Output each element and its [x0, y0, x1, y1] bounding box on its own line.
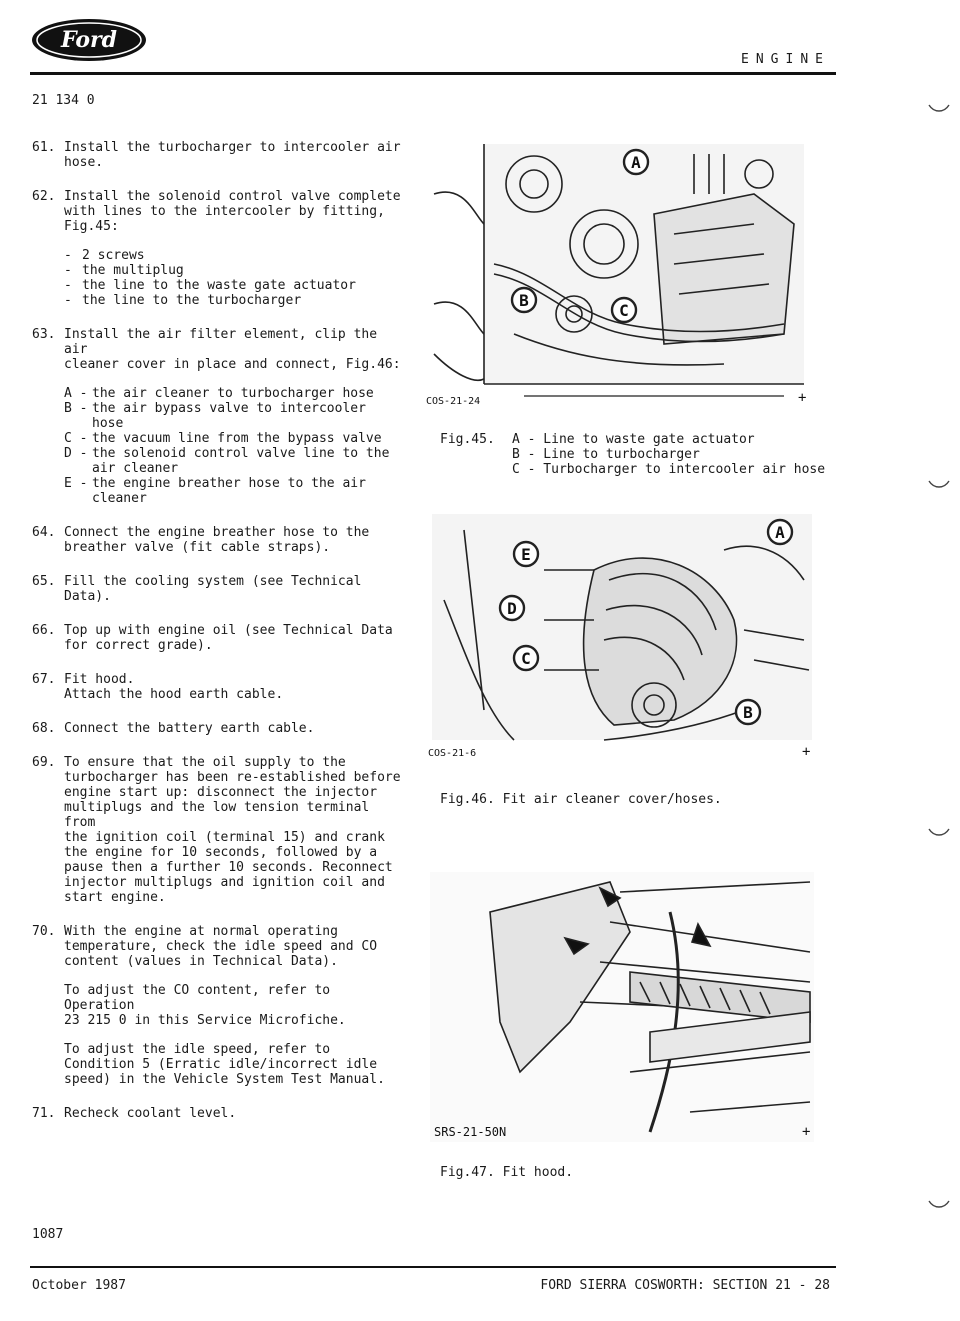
- svg-text:+: +: [802, 744, 811, 760]
- svg-text:B: B: [743, 703, 753, 722]
- svg-text:B: B: [519, 291, 529, 310]
- list-item: - the multiplug: [64, 263, 184, 278]
- step-64: 64. Connect the engine breather hose to the breather valve (fit cable straps).: [32, 525, 370, 555]
- step-63-items: [64, 386, 402, 506]
- footer-title: FORD SIERRA COSWORTH: SECTION 21 - 28: [540, 1278, 830, 1293]
- svg-text:E: E: [521, 545, 531, 564]
- figure-45-caption: Fig.45. A - Line to waste gate actuator B - Line to turbocharger C - Turbocharger to intercooler air hose: [440, 432, 826, 477]
- figure-47-image: [430, 872, 814, 1142]
- logo-text: Ford: [60, 27, 118, 53]
- figure-46-caption: Fig.46. Fit air cleaner cover/hoses.: [440, 792, 722, 807]
- list-item: - 2 screws: [64, 248, 145, 263]
- header-rule: [30, 72, 836, 75]
- svg-text:A: A: [631, 153, 641, 172]
- step-62: 62. Install the solenoid control valve complete with lines to the intercooler by fitting, Fig.45: - 2 screws - the multiplug - the line to the waste gate actuator - the line to the turbocharger: [32, 189, 401, 308]
- step-62-items: [64, 248, 402, 308]
- list-item: C - the vacuum line from the bypass valve: [64, 431, 382, 446]
- list-item: - the line to the waste gate actuator: [64, 278, 356, 293]
- page-number: 1087: [32, 1227, 64, 1242]
- footer-date: October 1987: [32, 1278, 126, 1293]
- step-71: 71. Recheck coolant level.: [32, 1106, 237, 1121]
- svg-text:A: A: [775, 523, 785, 542]
- list-item: A - the air cleaner to turbocharger hose: [64, 386, 374, 401]
- step-66: 66. Top up with engine oil (see Technical Data for correct grade).: [32, 623, 393, 653]
- svg-text:SRS-21-50N: SRS-21-50N: [434, 1125, 507, 1139]
- step-61: 61. Install the turbocharger to intercooler air hose.: [32, 140, 401, 170]
- margin-mark: [928, 104, 950, 114]
- footer-rule: [30, 1266, 836, 1268]
- list-item: D - the solenoid control valve line to the air cleaner: [64, 446, 390, 476]
- caption-item: A - Line to waste gate actuator: [512, 432, 755, 447]
- svg-text:C: C: [521, 649, 531, 668]
- step-68: 68. Connect the battery earth cable.: [32, 721, 315, 736]
- figure-45-image: [424, 134, 812, 406]
- caption-item: C - Turbocharger to intercooler air hose: [512, 462, 826, 477]
- svg-text:+: +: [798, 390, 807, 406]
- ford-logo: [30, 17, 148, 63]
- list-item: E - the engine breather hose to the air cleaner: [64, 476, 366, 506]
- figure-46-image: [424, 510, 820, 772]
- step-65: 65. Fill the cooling system (see Technical Data).: [32, 574, 362, 604]
- margin-mark: [928, 1200, 950, 1210]
- document-number: 21 134 0: [32, 93, 95, 108]
- figure-47-caption: Fig.47. Fit hood.: [440, 1165, 574, 1180]
- svg-text:C: C: [619, 301, 629, 320]
- list-item: - the line to the turbocharger: [64, 293, 302, 308]
- step-67: 67. Fit hood. Attach the hood earth cable.: [32, 672, 284, 702]
- svg-text:+: +: [802, 1124, 811, 1140]
- section-title: ENGINE: [741, 52, 830, 67]
- step-63: 63. Install the air filter element, clip the air cleaner cover in place and connect, Fig.46: A - the air cleaner to turbocharger hose B - the air bypass valve to intercooler hose C - the vacuum line from the bypass valve D - the solenoid control valve line to the air cleaner E - the engine breather hose to the air cleaner: [32, 327, 401, 506]
- svg-text:D: D: [507, 599, 517, 618]
- step-70: 70. With the engine at normal operating temperature, check the idle speed and CO content (values in Technical Data). To adjust the CO content, refer to Operation 23 215 0 in this Service Microfiche. To adjust the idle speed, refer to Condition 5 (Erratic idle/incorrect idle speed) in the Vehicle System Test Manual.: [32, 924, 385, 1087]
- svg-text:COS-21-6: COS-21-6: [428, 748, 477, 759]
- caption-item: B - Line to turbocharger: [512, 447, 700, 462]
- procedure-steps: [32, 140, 402, 1140]
- margin-mark: [928, 480, 950, 490]
- svg-text:COS-21-24: COS-21-24: [426, 396, 481, 406]
- list-item: B - the air bypass valve to intercooler hose: [64, 401, 366, 431]
- step-69: 69. To ensure that the oil supply to the turbocharger has been re-established before engine start up: disconnect the injector multiplugs and the low tension terminal from the ignition coil (terminal 15) and crank the engine for 10 seconds, followed by a pause then a further 10 seconds. Reconnect injector multiplugs and ignition coil and start engine.: [32, 755, 401, 905]
- margin-mark: [928, 828, 950, 838]
